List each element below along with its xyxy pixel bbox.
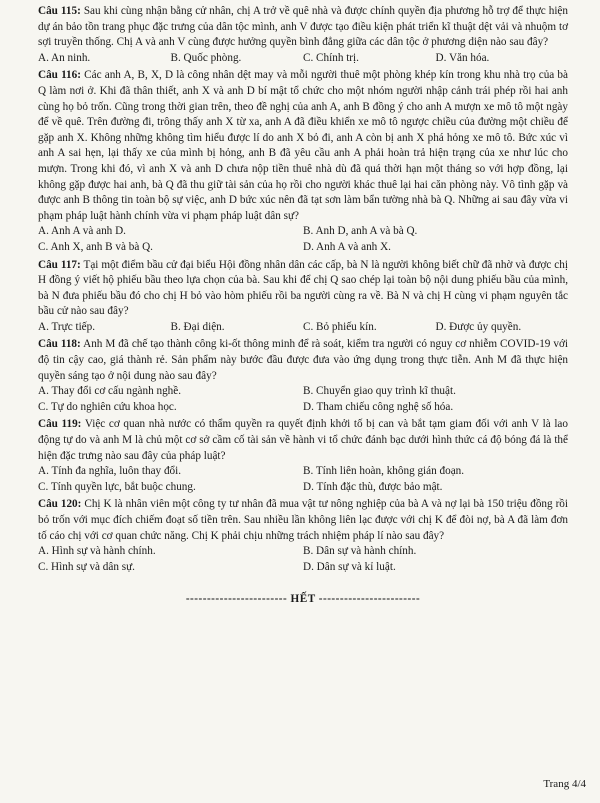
option-b: B. Anh D, anh A và bà Q. [303,225,418,238]
option-a: A. Anh A và anh D. [38,225,126,238]
option-c: C. Anh X, anh B và bà Q. [38,240,153,253]
question-text: Anh M đã chế tạo thành công ki-ốt thông minh để rà soát, kiểm tra người có nguy cơ nhiễm COVID-19 với độ tin cậy cao, giá thành rẻ. Sản phẩm này bước đầu được đưa vào ứng dụng trong thực tiễn. Anh M đã thực hiện quyền sáng tạo ở nội dung nào sau đây? [38,338,568,382]
page-number: Trang 4/4 [543,778,586,790]
answer-options [38,464,568,495]
end-marker: ------------------------ HẾT ------------------------ [185,593,421,606]
question-text: Các anh A, B, X, D là công nhân dệt may và mỗi người thuê một phòng khép kín trong khu nhà trọ của bà Q làm nơi ở. Khi đã thân thiết, anh X và anh D bí mật tổ chức cho một nhóm người nhập cảnh trái phép rồi hai anh cùng họ bỏ trốn. Cũng trong thời gian trên, theo đề nghị của anh A, anh B đồng ý cho anh A mượn xe mô tô một ngày để về quê. Trên đường đi, trông thấy anh X từ xa, anh A đã điều khiển xe mô tô ngược chiều của đường một chiều để gặp anh X. Không những không tìm hiểu được lí do anh X bỏ đi, anh A còn bị anh X phá hỏng xe mô tô. Bức xúc vì anh A sai hẹn, lại thấy xe của mình bị hỏng, anh B đã yêu cầu anh A phải hoàn trả hiện trạng của xe như lúc cho mượn. Trong khi đó, vì anh X và anh D chưa nộp tiền thuê nhà dù đã quá thời hạn một tháng so với hợp đồng, lại không gặp được hai anh, bà Q đã thu giữ tài sản của họ rồi cho người khác thuê lại hai căn phòng này. Vô tình gặp và được anh B thông tin toàn bộ sự việc, anh D bức xúc nên đã tạt sơn làm bẩn tường nhà bà Q. Những ai sau đây vừa vi phạm pháp luật hành chính vừa vi phạm pháp luật dân sự? [38,69,568,222]
option-d: D. Tham chiếu công nghệ số hóa. [303,400,454,413]
question-label: Câu 119: [38,418,82,431]
answer-options [38,51,568,67]
question-118 [38,337,568,415]
question-120 [38,497,568,575]
option-b: B. Quốc phòng. [170,51,242,64]
question-label: Câu 117: [38,258,81,271]
question-text: Sau khi cùng nhận bằng cử nhân, chị A trở về quê nhà và được chính quyền địa phương hỗ trợ để thực hiện dự án bảo tồn trang phục đặc trưng của dân tộc mình, anh V được tạo điều kiện phát triển kĩ thuật dệt vải và nhuộm tơ sợi truyền thống. Chị A và anh V cùng được hưởng quyền bình đẳng giữa các dân tộc ở phương diện nào sau đây? [38,5,568,49]
option-d: D. Dân sự và kỉ luật. [303,560,396,573]
answer-options [38,224,568,255]
question-text: Chị K là nhân viên một công ty tư nhân đã mua vật tư nông nghiệp của bà A và nợ lại bà 150 triệu đồng rồi bỏ trốn với mục đích chiếm đoạt số tiền trên. Sau nhiều lần không liên lạc được với chị K để đòi nợ, bà A đã làm đơn tố cáo chị với cơ quan chức năng. Chị K phải chịu những trách nhiệm pháp lí nào sau đây? [38,498,569,542]
question-label: Câu 115: [38,5,81,17]
answer-options [38,384,568,415]
option-c: C. Chính trị. [303,51,359,64]
option-b: B. Dân sự và hành chính. [303,545,417,558]
option-d: D. Văn hóa. [435,51,490,64]
option-c: C. Tính quyền lực, bắt buộc chung. [38,480,196,493]
option-a: A. Hình sự và hành chính. [38,545,156,558]
question-label: Câu 118: [38,338,81,351]
exam-page [38,4,568,605]
option-d: D. Anh A và anh X. [303,240,391,253]
question-text: Tại một điểm bầu cử đại biểu Hội đồng nhân dân các cấp, bà N là người không biết chữ đã nhờ và được chị H đồng ý viết hộ phiếu bầu theo lựa chọn của bà. Sau khi để chị Q sao chép lại toàn bộ nội dung phiếu bầu của mình, bà N đưa phiếu bầu đó cho chị H bỏ vào hòm phiếu rồi ba người cùng ra về. Bà N và chị H cùng vi phạm nguyên tắc bầu cử nào sau đây? [38,258,568,318]
question-117 [38,258,568,336]
answer-options [38,320,568,336]
option-c: C. Bỏ phiếu kín. [303,320,377,333]
option-d: D. Tính đặc thù, được bảo mật. [303,480,443,493]
option-d: D. Được ủy quyền. [435,320,522,333]
question-116 [38,68,568,255]
question-119 [38,417,568,495]
option-c: C. Hình sự và dân sự. [38,560,135,573]
option-a: A. An ninh. [38,51,91,64]
option-b: B. Chuyển giao quy trình kĩ thuật. [303,385,456,398]
question-115 [38,4,568,66]
question-label: Câu 116: [38,69,81,82]
answer-options [38,544,568,575]
option-c: C. Tự do nghiên cứu khoa học. [38,400,177,413]
option-b: B. Tính liên hoàn, không gián đoạn. [303,465,465,478]
option-a: A. Thay đổi cơ cấu ngành nghề. [38,385,182,398]
question-label: Câu 120: [38,498,82,511]
option-a: A. Trực tiếp. [38,320,96,333]
option-b: B. Đại diện. [170,320,225,333]
question-text: Việc cơ quan nhà nước có thẩm quyền ra quyết định khởi tố bị can và bắt tạm giam đối với anh V là lao động tự do và anh M là chủ một cơ sở cầm cố tài sản về hành vi tổ chức đánh bạc dưới hình thức cá độ bóng đá là thể hiện đặc trưng nào sau đây của pháp luật? [38,418,568,462]
option-a: A. Tính đa nghĩa, luôn thay đổi. [38,465,182,478]
